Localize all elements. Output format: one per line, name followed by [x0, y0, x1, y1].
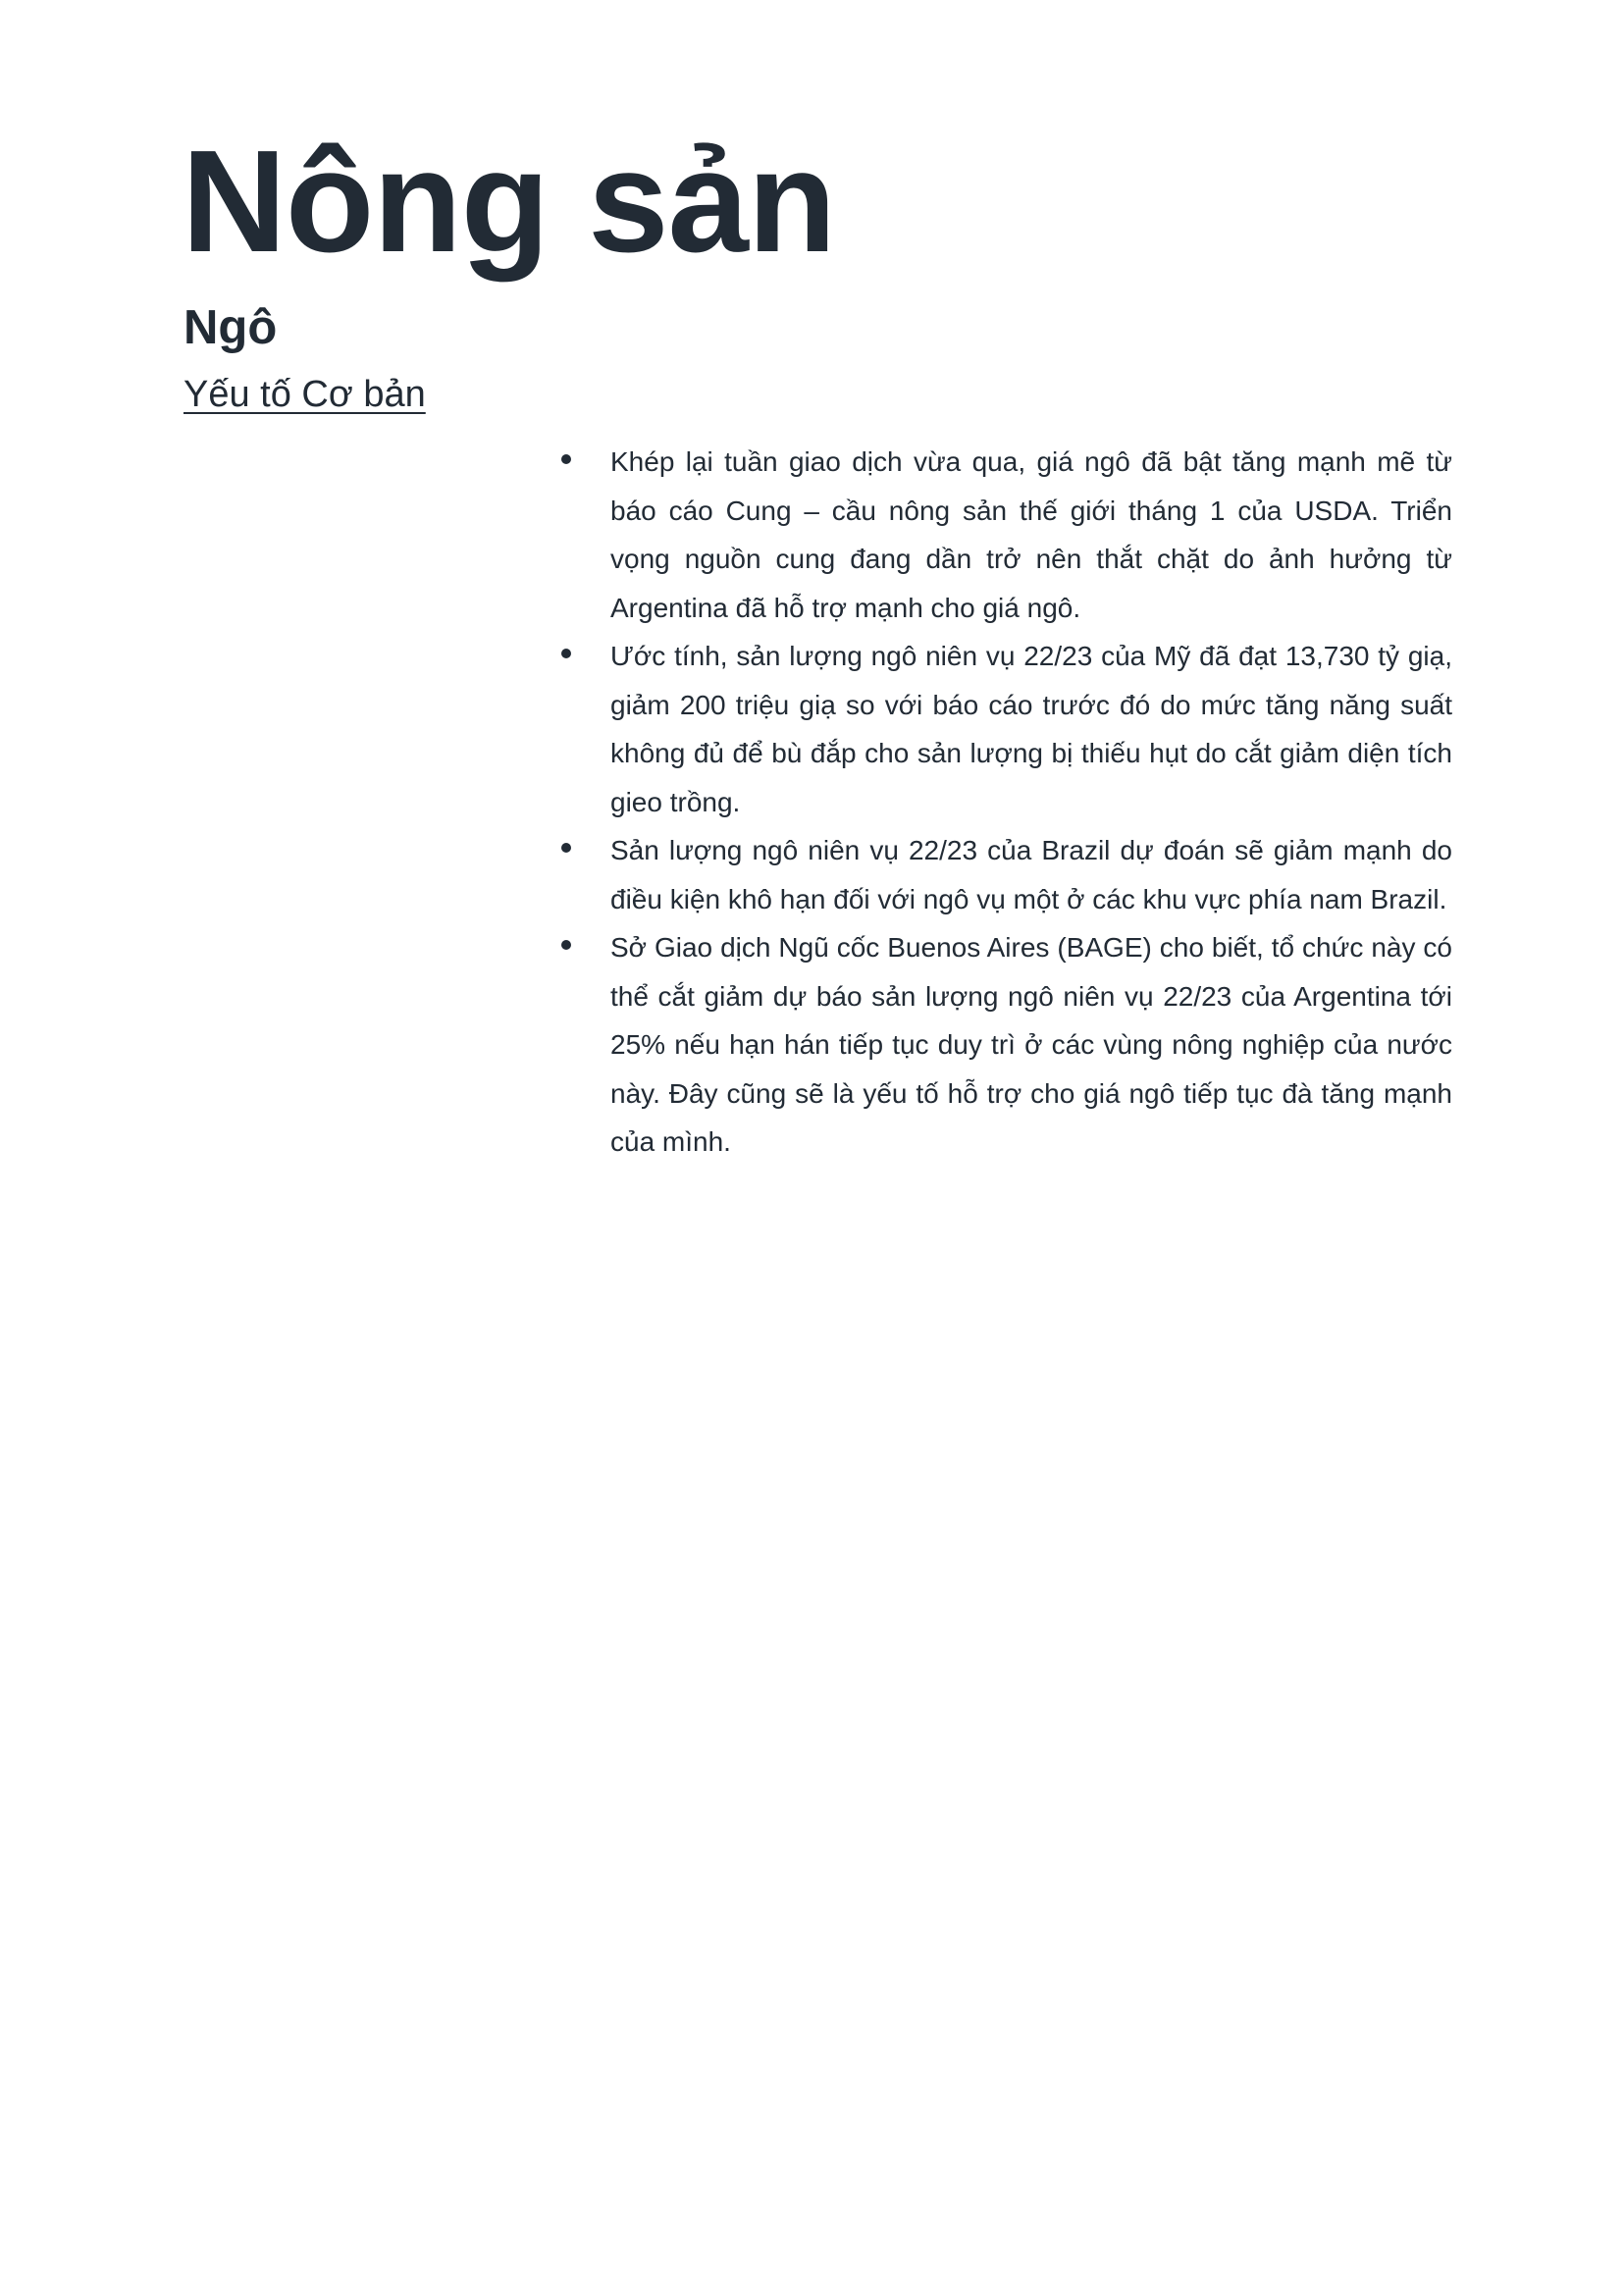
section-heading: Yếu tố Cơ bản	[183, 374, 426, 415]
bullet-icon	[561, 454, 571, 464]
list-item	[559, 826, 1452, 923]
subtitle: Ngô	[183, 301, 278, 354]
list-item	[559, 923, 1452, 1167]
bullet-icon	[561, 843, 571, 853]
bullet-list	[559, 438, 1452, 1167]
bullet-icon	[561, 940, 571, 950]
bullet-text: Sở Giao dịch Ngũ cốc Buenos Aires (BAGE) cho biết, tổ chức này có thể cắt giảm dự báo sản lượng ngô niên vụ 22/23 của Argentina tới 25% nếu hạn hán tiếp tục duy trì ở các vùng nông nghiệp của nước này. Đây cũng sẽ là yếu tố hỗ trợ cho giá ngô tiếp tục đà tăng mạnh của mình.	[610, 932, 1452, 1157]
bullet-text: Ước tính, sản lượng ngô niên vụ 22/23 của Mỹ đã đạt 13,730 tỷ giạ, giảm 200 triệu giạ so với báo cáo trước đó do mức tăng năng suất không đủ để bù đắp cho sản lượng bị thiếu hụt do cắt giảm diện tích gieo trồng.	[610, 641, 1452, 817]
bullet-icon	[561, 649, 571, 658]
bullet-text: Sản lượng ngô niên vụ 22/23 của Brazil dự đoán sẽ giảm mạnh do điều kiện khô hạn đối với ngô vụ một ở các khu vực phía nam Brazil.	[610, 835, 1452, 914]
page-title: Nông sản	[182, 121, 836, 283]
list-item	[559, 438, 1452, 632]
list-item	[559, 632, 1452, 826]
bullet-text: Khép lại tuần giao dịch vừa qua, giá ngô đã bật tăng mạnh mẽ từ báo cáo Cung – cầu nông sản thế giới tháng 1 của USDA. Triển vọng nguồn cung đang dần trở nên thắt chặt do ảnh hưởng từ Argentina đã hỗ trợ mạnh cho giá ngô.	[610, 446, 1452, 623]
